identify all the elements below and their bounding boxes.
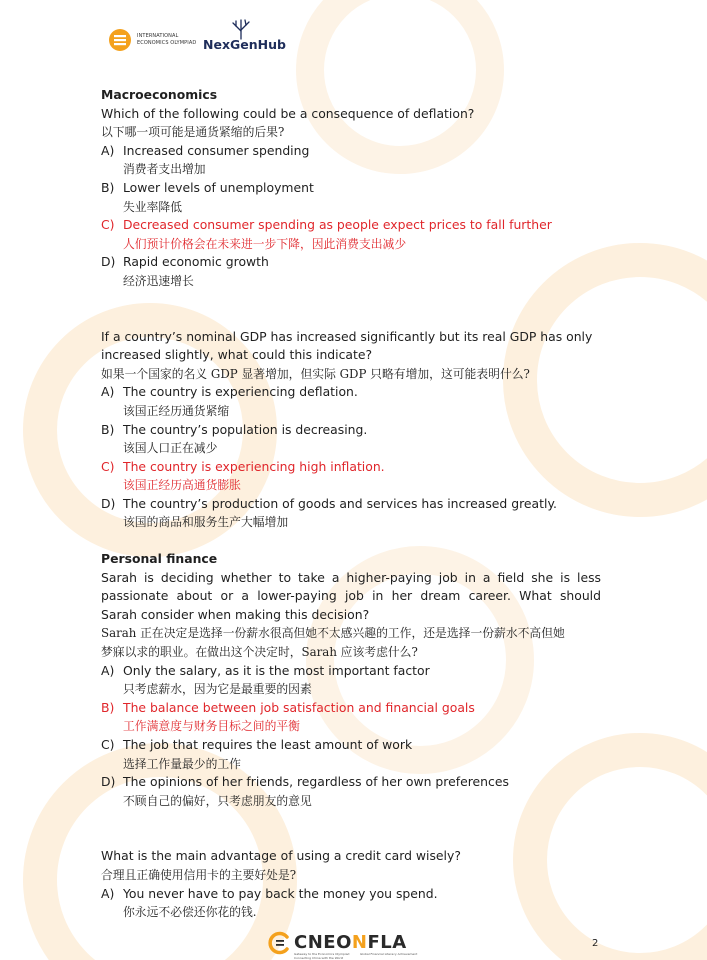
- cneo-logo-text: [294, 932, 407, 953]
- option-text-en: The country is experiencing high inflation.: [123, 458, 385, 474]
- nexgenhub-logo-text: NexGenHub: [203, 37, 286, 52]
- tagline-2: Connecting China with the World: [294, 956, 344, 960]
- question-1-zh: 以下哪一项可能是通货紧缩的后果?: [101, 125, 285, 140]
- option-text-en: The job that requires the least amount of work: [123, 737, 413, 752]
- q2-option-a-zh: 该国正经历通货紧缩: [123, 403, 230, 418]
- option-letter: B): [101, 421, 115, 437]
- cneo-circle-icon: [268, 931, 292, 955]
- q4-option-a: [101, 885, 601, 904]
- option-text-en: Decreased consumer spending as people expect prices to fall further: [123, 217, 552, 233]
- logo-n: N: [351, 932, 368, 953]
- page-number: 2: [592, 938, 599, 949]
- option-letter: A): [101, 384, 115, 400]
- q3-option-a: [101, 662, 601, 681]
- ieo-logo-text: [137, 33, 196, 46]
- question-3-en-line-1: Sarah is deciding whether to take a higher-paying job in a field she is less: [101, 569, 601, 585]
- question-3-zh-line-1: Sarah 正在决定是选择一份薪水很高但她不太感兴趣的工作，还是选择一份薪水不高但她: [101, 626, 565, 641]
- tagline-1: Gateway to the Economics Olympiad: [294, 952, 350, 956]
- option-letter: D): [101, 495, 116, 511]
- option-text-en: Rapid economic growth: [123, 254, 269, 270]
- cneo-nfla-logo: [268, 931, 418, 959]
- option-text-en: Only the salary, as it is the most important factor: [123, 662, 430, 678]
- q2-option-c-correct: [101, 458, 601, 477]
- logo-fla: FLA: [367, 932, 407, 953]
- option-letter: A): [101, 142, 115, 158]
- question-2-en-line-1: If a country’s nominal GDP has increased significantly but its real GDP has only: [101, 328, 593, 344]
- q3-option-c: [101, 736, 601, 755]
- ieo-logo-icon: [108, 28, 132, 52]
- q3-option-d-zh: 不顾自己的偏好，只考虑朋友的意见: [123, 793, 312, 808]
- option-letter: B): [101, 179, 115, 195]
- question-1: [101, 105, 601, 291]
- option-letter: A): [101, 662, 115, 678]
- q4-option-a-zh: 你永远不必偿还你花的钱.: [123, 905, 257, 920]
- option-text-en: Increased consumer spending: [123, 142, 310, 158]
- q2-option-b: [101, 421, 601, 440]
- question-3-zh-line-2: 梦寐以求的职业。在做出这个决定时，Sarah 应该考虑什么?: [101, 645, 418, 660]
- q3-option-b-zh: 工作满意度与财务目标之间的平衡: [123, 719, 300, 734]
- question-1-en: Which of the following could be a consequence of deflation?: [101, 105, 475, 121]
- ieo-line-2: ECONOMICS OLYMPIAD: [137, 39, 197, 46]
- q1-option-b: [101, 179, 601, 198]
- option-letter: C): [101, 217, 115, 233]
- q3-option-b-correct: [101, 699, 601, 718]
- q2-option-d-zh: 该国的商品和服务生产大幅增加: [123, 515, 289, 530]
- question-content: [101, 86, 601, 922]
- question-4-zh: 合理且正确使用信用卡的主要好处是?: [101, 867, 297, 882]
- option-letter: B): [101, 699, 115, 715]
- option-text-en: The country’s production of goods and services has increased greatly.: [123, 495, 557, 511]
- q1-option-c-correct: [101, 216, 601, 235]
- tagline-3: Global Financial Literacy Achievement: [360, 952, 418, 956]
- logo-cneo: CNEO: [294, 932, 352, 953]
- q3-option-d: [101, 773, 601, 792]
- q1-option-a: [101, 142, 601, 161]
- header-logos: [108, 18, 408, 58]
- option-letter: A): [101, 885, 115, 901]
- q2-option-d: [101, 495, 601, 514]
- option-text-en: The opinions of her friends, regardless of her own preferences: [123, 774, 509, 790]
- question-2-zh: 如果一个国家的名义 GDP 显著增加，但实际 GDP 只略有增加，这可能表明什么?: [101, 366, 530, 381]
- cneo-tagline: [294, 952, 349, 960]
- q1-option-b-zh: 失业率降低: [123, 199, 182, 214]
- section-heading-macroeconomics: Macroeconomics: [101, 87, 218, 102]
- q1-option-c-zh: 人们预计价格会在未来进一步下降，因此消费支出减少: [123, 236, 407, 251]
- option-letter: C): [101, 458, 115, 474]
- question-3-en-line-2: passionate about or a lower-paying job in her dream career. What should: [101, 588, 601, 604]
- option-text-en: The country is experiencing deflation.: [123, 384, 358, 400]
- nfla-tagline: [360, 952, 417, 956]
- q3-option-c-zh: 选择工作量最少的工作: [123, 756, 241, 771]
- option-letter: C): [101, 737, 115, 752]
- option-text-en: The balance between job satisfaction and financial goals: [123, 699, 475, 715]
- section-heading-personal-finance: Personal finance: [101, 551, 218, 567]
- option-text-en: Lower levels of unemployment: [123, 179, 314, 195]
- q2-option-b-zh: 该国人口正在减少: [123, 441, 218, 456]
- q2-option-c-zh: 该国正经历高通货膨胀: [123, 478, 241, 493]
- q1-option-d: [101, 253, 601, 272]
- question-3: [101, 569, 601, 811]
- question-3-en-line-3: Sarah consider when making this decision?: [101, 606, 370, 622]
- option-letter: D): [101, 774, 116, 790]
- q2-option-a: [101, 383, 601, 402]
- ieo-line-1: INTERNATIONAL: [137, 33, 179, 39]
- question-4: [101, 847, 601, 921]
- q3-option-a-zh: 只考虑薪水，因为它是最重要的因素: [123, 682, 312, 697]
- q1-option-d-zh: 经济迅速增长: [123, 273, 194, 288]
- option-letter: D): [101, 254, 116, 270]
- question-2-en-line-2: increased slightly, what could this indicate?: [101, 347, 373, 363]
- q1-option-a-zh: 消费者支出增加: [123, 162, 206, 177]
- option-text-en: The country’s population is decreasing.: [123, 421, 368, 437]
- option-text-en: You never have to pay back the money you spend.: [123, 885, 438, 901]
- question-4-en: What is the main advantage of using a credit card wisely?: [101, 848, 461, 864]
- question-2: [101, 328, 601, 533]
